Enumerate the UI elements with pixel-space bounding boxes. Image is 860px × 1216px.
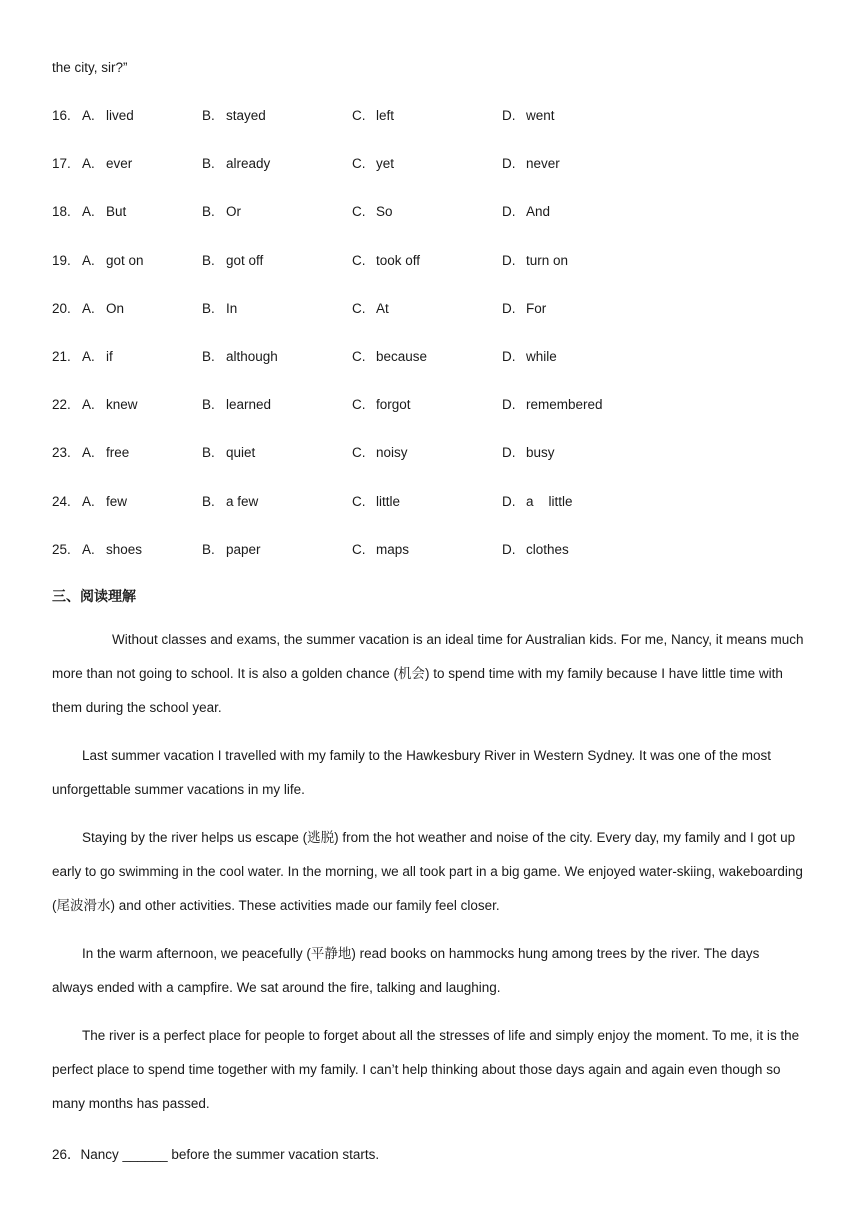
- option-letter: B.: [202, 493, 215, 509]
- option-letter: A.: [82, 156, 95, 172]
- question-number: 23.: [52, 445, 71, 461]
- option-letter: B.: [202, 397, 215, 413]
- question-number: 17.: [52, 156, 71, 172]
- question-row: [52, 253, 812, 273]
- option-letter: C.: [352, 300, 366, 316]
- option-text: got on: [106, 252, 144, 268]
- option-d: [502, 349, 557, 364]
- option-text: clothes: [526, 541, 569, 557]
- option-text: paper: [226, 541, 261, 557]
- option-letter: D.: [502, 541, 516, 557]
- section-heading: 三、阅读理解: [52, 589, 136, 605]
- option-c: [352, 108, 394, 123]
- option-letter: A.: [82, 397, 95, 413]
- option-d: [502, 156, 560, 171]
- question-row: [52, 301, 812, 321]
- option-text: On: [106, 300, 125, 316]
- option-text: a few: [226, 493, 259, 509]
- option-letter: A.: [82, 541, 95, 557]
- option-text: And: [526, 204, 551, 220]
- option-letter: D.: [502, 493, 516, 509]
- question-row: [52, 445, 812, 465]
- option-text: But: [106, 204, 127, 220]
- option-letter: C.: [352, 445, 366, 461]
- option-text: remembered: [526, 397, 603, 413]
- question-number: 19.: [52, 252, 71, 268]
- option-b: [202, 108, 266, 123]
- option-letter: B.: [202, 252, 215, 268]
- question-number: 24.: [52, 493, 71, 509]
- option-letter: C.: [352, 156, 366, 172]
- option-text: For: [526, 300, 547, 316]
- option-text: few: [106, 493, 128, 509]
- question-26: 26．Nancy ______ before the summer vacation starts.: [52, 1147, 380, 1162]
- option-d: [502, 445, 555, 460]
- option-text: took off: [376, 252, 421, 268]
- option-text: knew: [106, 397, 138, 413]
- reading-paragraph-4: In the warm afternoon, we peacefully (平静地) read books on hammocks hung among trees by the river. The days always ended with a campfire. We sat around the fire, talking and laughing.: [52, 946, 760, 995]
- option-letter: C.: [352, 349, 366, 364]
- option-a: [82, 445, 129, 460]
- option-b: [202, 204, 241, 219]
- question-row: [52, 542, 812, 562]
- option-text: already: [226, 156, 271, 172]
- question-number: 18.: [52, 204, 71, 220]
- option-text: little: [376, 493, 401, 509]
- option-text: if: [106, 349, 113, 364]
- question-number: 25.: [52, 541, 71, 557]
- option-b: [202, 253, 263, 268]
- question-row: [52, 397, 812, 417]
- option-letter: B.: [202, 156, 215, 172]
- option-text: because: [376, 349, 428, 364]
- option-letter: B.: [202, 300, 215, 316]
- option-text: learned: [226, 397, 272, 413]
- option-b: [202, 301, 237, 316]
- reading-paragraph-3: Staying by the river helps us escape (逃脱) from the hot weather and noise of the city. Every day, my family and I got up early to go swimming in the cool water. In the morning, we all took part in a big game. We enjoyed water-skiing, wakeboarding (尾波滑水) and other activities. These activities made our family feel closer.: [52, 830, 803, 913]
- option-text: maps: [376, 541, 410, 557]
- question-number: 16.: [52, 108, 71, 123]
- option-letter: B.: [202, 108, 215, 123]
- question-row: [52, 156, 812, 176]
- option-text: lived: [106, 108, 134, 123]
- option-text: noisy: [376, 445, 408, 461]
- option-text: went: [526, 108, 555, 123]
- option-d: [502, 397, 603, 412]
- option-c: [352, 397, 411, 412]
- option-a: [82, 204, 126, 219]
- option-c: [352, 253, 420, 268]
- option-c: [352, 349, 427, 364]
- option-letter: B.: [202, 541, 215, 557]
- question-row: [52, 108, 812, 128]
- option-c: [352, 542, 409, 557]
- option-c: [352, 494, 400, 509]
- option-b: [202, 156, 270, 171]
- option-a: [82, 494, 127, 509]
- option-text: got off: [226, 252, 264, 268]
- option-letter: D.: [502, 397, 516, 413]
- option-letter: A.: [82, 252, 95, 268]
- option-text: quiet: [226, 445, 256, 461]
- question-number: 22.: [52, 397, 71, 413]
- option-text: yet: [376, 156, 395, 172]
- option-text: In: [226, 300, 238, 316]
- option-c: [352, 156, 394, 171]
- option-text: turn on: [526, 252, 569, 268]
- option-letter: C.: [352, 252, 366, 268]
- option-letter: D.: [502, 204, 516, 220]
- option-c: [352, 204, 393, 219]
- option-text: Or: [226, 204, 241, 220]
- question-number: 20.: [52, 300, 71, 316]
- option-b: [202, 494, 258, 509]
- option-text: So: [376, 204, 393, 220]
- option-letter: C.: [352, 108, 366, 123]
- question-number: 21.: [52, 349, 71, 364]
- option-letter: A.: [82, 349, 95, 364]
- option-letter: C.: [352, 397, 366, 413]
- option-letter: D.: [502, 349, 516, 364]
- option-b: [202, 445, 255, 460]
- option-letter: D.: [502, 108, 516, 123]
- option-d: [502, 253, 568, 268]
- option-letter: A.: [82, 445, 95, 461]
- option-letter: D.: [502, 252, 516, 268]
- option-text: although: [226, 349, 278, 364]
- option-text: At: [376, 300, 389, 316]
- option-a: [82, 397, 138, 412]
- option-b: [202, 397, 271, 412]
- question-row: [52, 204, 812, 224]
- option-a: [82, 542, 142, 557]
- option-d: [502, 108, 555, 123]
- option-text: forgot: [376, 397, 411, 413]
- option-c: [352, 445, 408, 460]
- option-b: [202, 349, 278, 364]
- reading-paragraph-2: Last summer vacation I travelled with my family to the Hawkesbury River in Western Sydney. It was one of the most unforgettable summer vacations in my life.: [52, 748, 772, 797]
- option-letter: B.: [202, 445, 215, 461]
- option-letter: D.: [502, 445, 516, 461]
- option-a: [82, 156, 132, 171]
- option-text: never: [526, 156, 560, 172]
- option-text: ever: [106, 156, 133, 172]
- option-d: [502, 494, 573, 509]
- option-a: [82, 108, 134, 123]
- option-text: left: [376, 108, 395, 123]
- option-letter: C.: [352, 493, 366, 509]
- option-text: shoes: [106, 541, 143, 557]
- option-text: stayed: [226, 108, 266, 123]
- option-text: busy: [526, 445, 555, 461]
- option-letter: D.: [502, 300, 516, 316]
- option-letter: A.: [82, 300, 95, 316]
- option-letter: A.: [82, 204, 95, 220]
- option-d: [502, 542, 569, 557]
- option-b: [202, 542, 261, 557]
- option-letter: B.: [202, 349, 215, 364]
- option-letter: C.: [352, 541, 366, 557]
- option-letter: B.: [202, 204, 215, 220]
- reading-paragraph-5: The river is a perfect place for people to forget about all the stresses of life and simply enjoy the moment. To me, it is the perfect place to spend time together with my family. I can’t help thinking about those days again and again even though so many months has passed.: [52, 1028, 800, 1111]
- option-d: [502, 301, 546, 316]
- option-a: [82, 349, 113, 364]
- option-letter: A.: [82, 108, 95, 123]
- option-c: [352, 301, 389, 316]
- option-a: [82, 253, 144, 268]
- question-row: [52, 494, 812, 514]
- option-text: free: [106, 445, 130, 461]
- question-row: [52, 349, 812, 369]
- option-text: a little: [526, 493, 573, 509]
- option-text: while: [526, 349, 557, 364]
- continued-text-line: the city, sir?”: [52, 60, 128, 75]
- reading-paragraph-1: Without classes and exams, the summer vacation is an ideal time for Australian kids. For me, Nancy, it means much more than not going to school. It is also a golden chance (机会) to spend time with my family because I have little time with them during the school year.: [52, 632, 804, 715]
- option-letter: D.: [502, 156, 516, 172]
- option-letter: A.: [82, 493, 95, 509]
- option-a: [82, 301, 124, 316]
- option-letter: C.: [352, 204, 366, 220]
- option-d: [502, 204, 550, 219]
